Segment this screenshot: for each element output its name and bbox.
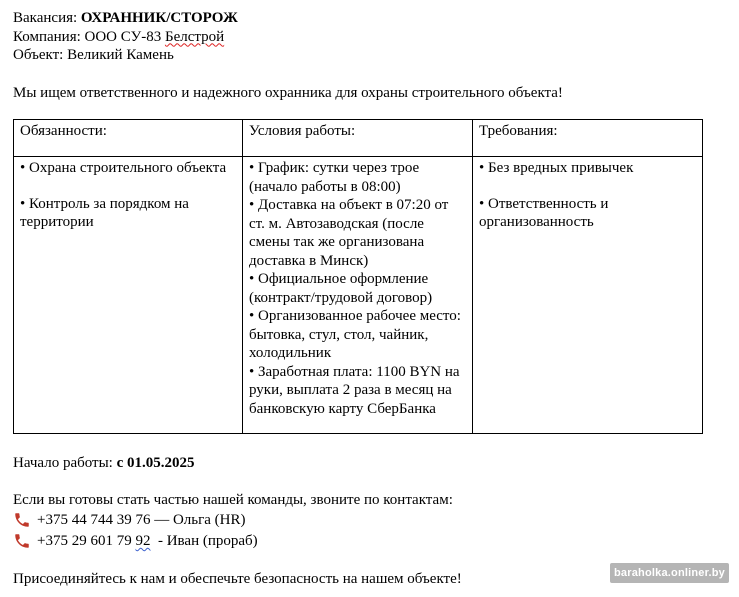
phone-icon (13, 511, 31, 529)
vacancy-title: ОХРАННИК/СТОРОЖ (80, 10, 238, 26)
phone-icon (13, 532, 31, 550)
contact-item (13, 531, 453, 552)
start-date-line (13, 454, 195, 473)
condition-item: • Доставка на объект в 07:20 от ст. м. Автозаводская (после смены так же организована доставка в Минск) (249, 197, 449, 269)
vacancy-label: Вакансия: (13, 10, 81, 26)
table-body-row (14, 157, 703, 434)
contact-item (13, 510, 453, 531)
company-label: Компания: ООО СУ-83 (13, 28, 165, 45)
condition-item: • Официальное оформление (контракт/трудовой договор) (249, 271, 433, 306)
start-label: Начало работы: (13, 455, 117, 471)
requirement-item: • Без вредных привычек (479, 160, 634, 176)
company-line (13, 28, 725, 47)
job-details-table (13, 119, 703, 434)
duties-cell (14, 157, 243, 434)
company-name: Белстрой (164, 28, 225, 45)
duty-item: • Охрана строительного объекта (20, 160, 227, 176)
conditions-cell (243, 157, 473, 434)
header-conditions: Условия работы: (243, 120, 473, 157)
duty-item: • Контроль за порядком на территории (20, 195, 189, 230)
condition-item: • График: сутки через трое (начало работы в 08:00) (249, 160, 420, 195)
header-requirements: Требования: (473, 120, 703, 157)
start-date: с 01.05.2025 (116, 455, 195, 471)
contacts-intro: Если вы готовы стать частью нашей команды, звоните по контактам: (13, 492, 453, 508)
contact-text[interactable]: +375 44 744 39 76 — Ольга (HR) (37, 511, 246, 528)
closing-text: Присоединяйтесь к нам и обеспечьте безопасность на нашем объекте! (13, 571, 462, 587)
contact-text[interactable]: +375 29 601 79 92 - Иван (прораб) (37, 532, 258, 549)
intro-text: Мы ищем ответственного и надежного охранника для охраны строительного объекта! (13, 85, 563, 101)
condition-item: • Организованное рабочее место: бытовка, стул, стол, чайник, холодильник (249, 308, 461, 361)
contacts-block (13, 491, 453, 552)
header-duties: Обязанности: (14, 120, 243, 157)
table-header-row (14, 120, 703, 157)
object-line: Объект: Великий Камень (13, 47, 174, 63)
requirements-cell (473, 157, 703, 434)
watermark: baraholka.onliner.by (610, 563, 729, 584)
condition-item: • Заработная плата: 1100 BYN на руки, выплата 2 раза в месяц на банковскую карту СберБанка (249, 363, 460, 417)
vacancy-line (13, 9, 725, 28)
requirement-item: • Ответственность и организованность (479, 195, 609, 230)
